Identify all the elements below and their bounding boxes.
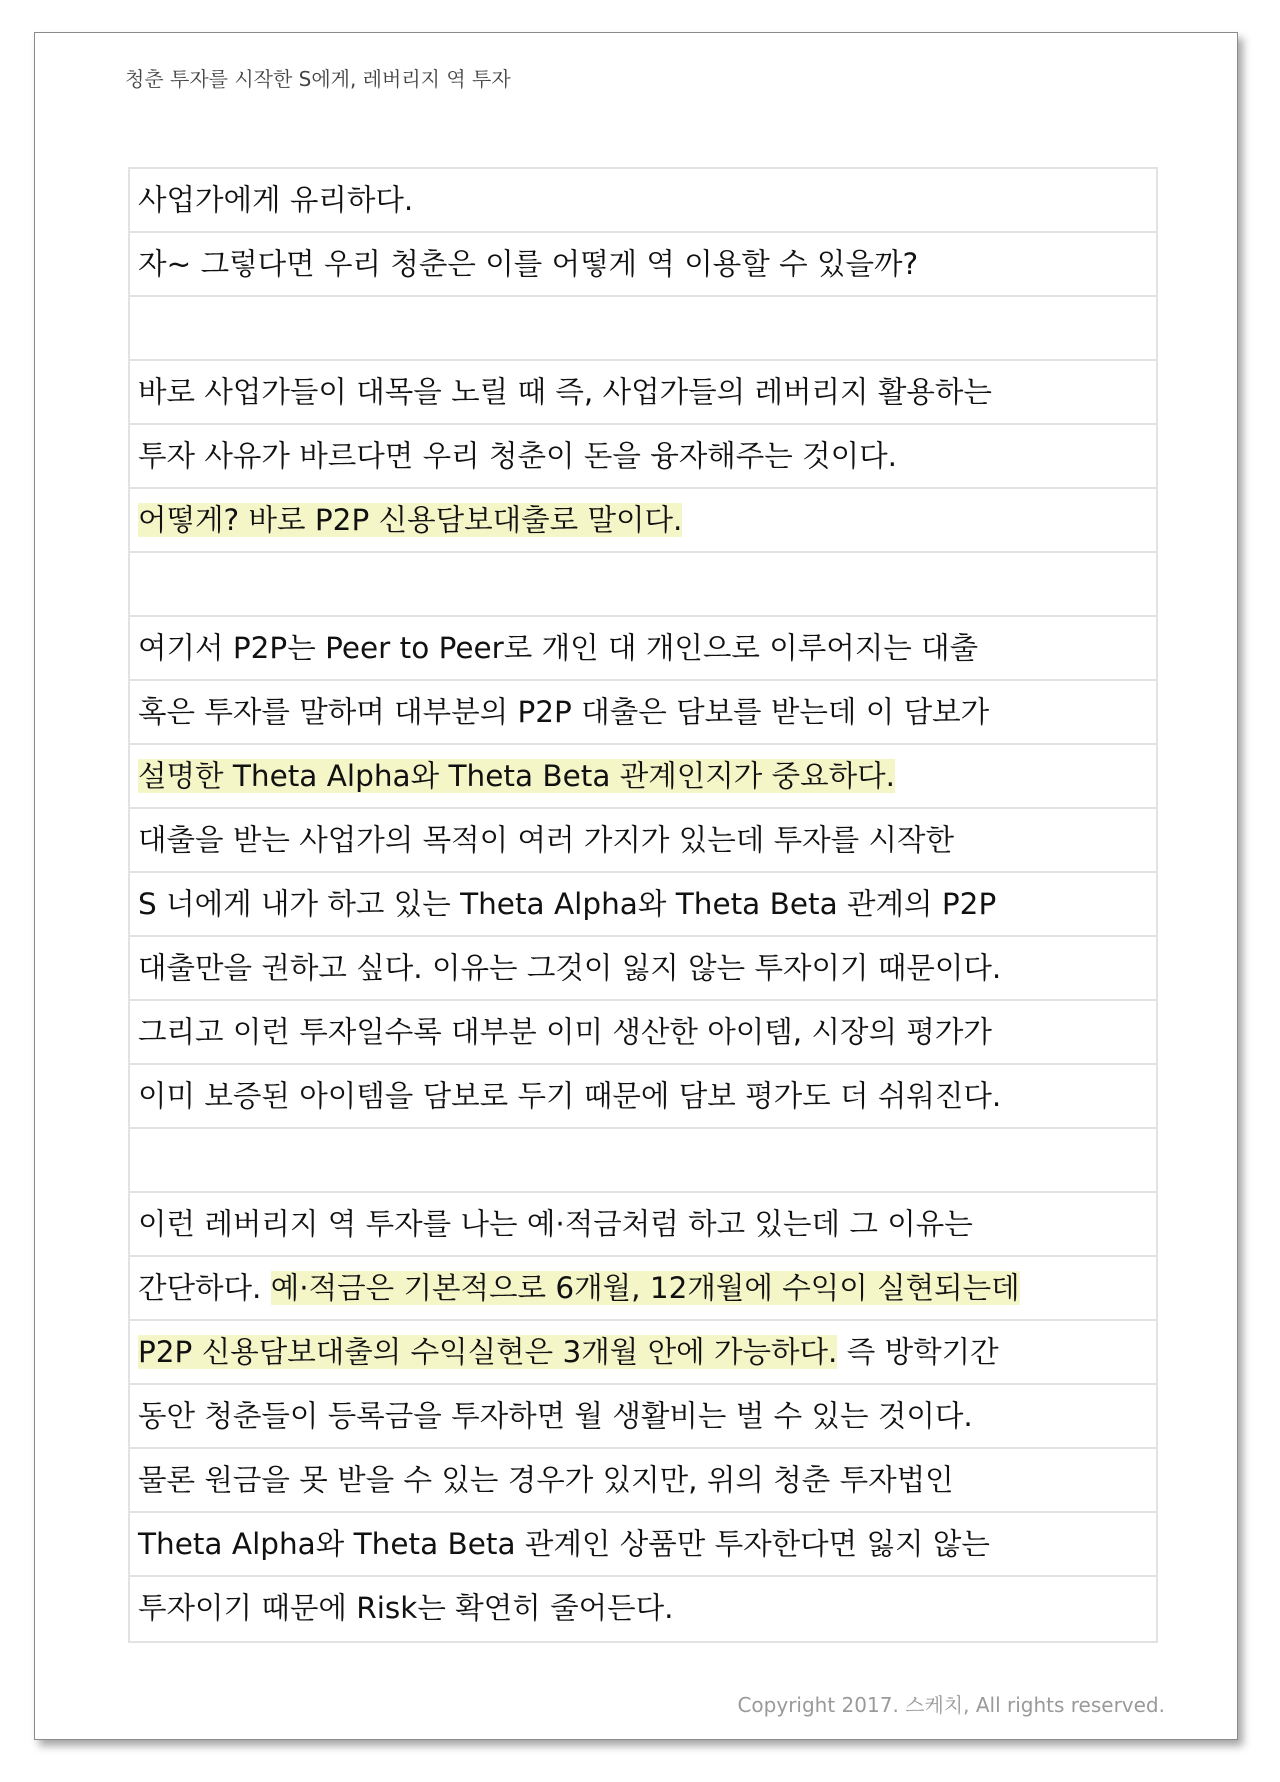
text-line xyxy=(130,361,1156,425)
text-line xyxy=(130,1193,1156,1257)
line-text: 즉 방학기간 xyxy=(837,1335,999,1369)
line-text: 동안 청춘들이 등록금을 투자하면 월 생활비는 벌 수 있는 것이다. xyxy=(138,1399,973,1433)
line-text: 대출을 받는 사업가의 목적이 여러 가지가 있는데 투자를 시작한 xyxy=(138,823,954,857)
body-text-table xyxy=(128,167,1158,1643)
blank-line xyxy=(130,1129,1156,1193)
text-line xyxy=(130,1001,1156,1065)
text-line xyxy=(130,1513,1156,1577)
copyright-footer: Copyright 2017. 스케치, All rights reserved. xyxy=(737,1693,1165,1717)
line-text: 사업가에게 유리하다. xyxy=(138,183,414,217)
text-line xyxy=(130,1257,1156,1321)
text-line xyxy=(130,1065,1156,1129)
running-header: 청춘 투자를 시작한 S에게, 레버리지 역 투자 xyxy=(125,67,511,91)
highlighted-text: 어떻게? 바로 P2P 신용담보대출로 말이다. xyxy=(138,503,683,537)
text-line xyxy=(130,233,1156,297)
text-line xyxy=(130,489,1156,553)
highlighted-text: P2P 신용담보대출의 수익실현은 3개월 안에 가능하다. xyxy=(138,1335,838,1369)
text-line xyxy=(130,617,1156,681)
line-text: 혹은 투자를 말하며 대부분의 P2P 대출은 담보를 받는데 이 담보가 xyxy=(138,695,990,729)
line-text: S 너에게 내가 하고 있는 Theta Alpha와 Theta Beta 관계의 P2P xyxy=(138,887,997,921)
blank-line xyxy=(130,553,1156,617)
line-text: 바로 사업가들이 대목을 노릴 때 즉, 사업가들의 레버리지 활용하는 xyxy=(138,375,992,409)
blank-line xyxy=(130,297,1156,361)
text-line xyxy=(130,425,1156,489)
text-line xyxy=(130,809,1156,873)
text-line xyxy=(130,1321,1156,1385)
text-line xyxy=(130,169,1156,233)
line-text: 투자이기 때문에 Risk는 확연히 줄어든다. xyxy=(138,1591,674,1625)
line-text: 이미 보증된 아이템을 담보로 두기 때문에 담보 평가도 더 쉬워진다. xyxy=(138,1079,1002,1113)
text-line xyxy=(130,1577,1156,1641)
text-line xyxy=(130,937,1156,1001)
line-text: 이런 레버리지 역 투자를 나는 예·적금처럼 하고 있는데 그 이유는 xyxy=(138,1207,973,1241)
document-page xyxy=(34,32,1238,1740)
line-text: Theta Alpha와 Theta Beta 관계인 상품만 투자한다면 잃지 않는 xyxy=(138,1527,990,1561)
line-text: 자~ 그렇다면 우리 청춘은 이를 어떻게 역 이용할 수 있을까? xyxy=(138,247,919,281)
text-line xyxy=(130,681,1156,745)
line-text: 대출만을 권하고 싶다. 이유는 그것이 잃지 않는 투자이기 때문이다. xyxy=(138,951,1002,985)
text-line xyxy=(130,1385,1156,1449)
text-line xyxy=(130,745,1156,809)
text-line xyxy=(130,1449,1156,1513)
highlighted-text: 설명한 Theta Alpha와 Theta Beta 관계인지가 중요하다. xyxy=(138,759,896,793)
line-text: 물론 원금을 못 받을 수 있는 경우가 있지만, 위의 청춘 투자법인 xyxy=(138,1463,954,1497)
line-text: 여기서 P2P는 Peer to Peer로 개인 대 개인으로 이루어지는 대출 xyxy=(138,631,979,665)
line-text: 그리고 이런 투자일수록 대부분 이미 생산한 아이템, 시장의 평가가 xyxy=(138,1015,992,1049)
text-line xyxy=(130,873,1156,937)
line-text: 투자 사유가 바르다면 우리 청춘이 돈을 융자해주는 것이다. xyxy=(138,439,897,473)
line-text: 간단하다. xyxy=(138,1271,271,1305)
highlighted-text: 예·적금은 기본적으로 6개월, 12개월에 수익이 실현되는데 xyxy=(270,1271,1020,1305)
